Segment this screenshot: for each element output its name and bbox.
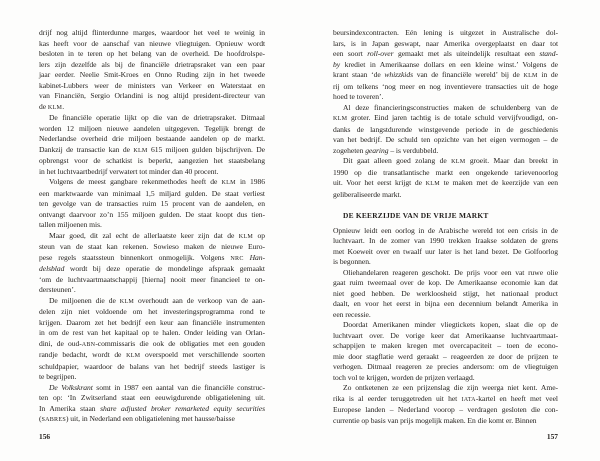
- text-line: KLM groter. Eind jaren tachtig is de totale schuld vervijfvoudigd, on-: [333, 113, 558, 122]
- paragraph: [333, 320, 558, 383]
- paragraph: [39, 177, 265, 231]
- text-line: ten gevolge van de transacties ruim 15 procent van de aandelen, en: [39, 199, 265, 208]
- smallcaps-text: KLM: [451, 159, 466, 165]
- italic-text: whizzkids: [384, 70, 414, 79]
- text-line: rij om telkens ‘nog meer en nog inventievere transacties uit de hoge: [333, 81, 558, 91]
- text-line: Maar goed, dit zal echt de allerlaatste keer zijn dat de KLM op: [49, 230, 266, 240]
- text-line: gaat ruim tweemaal over de kop. De Amerikaanse economie kan dat: [333, 278, 558, 287]
- text-line: een marktwaarde van minimaal 1,5 miljard gulden. De staat verliest: [39, 188, 265, 198]
- text-line: Oliehandelaren reageren geschokt. De prijs voor een vat ruwe olie: [343, 267, 558, 277]
- text-line: de KLM.: [39, 101, 65, 111]
- smallcaps-text: KLM: [333, 116, 348, 122]
- smallcaps-text: IATA: [461, 396, 476, 403]
- italic-text: by: [333, 59, 341, 69]
- smallcaps-text: ABN: [81, 341, 96, 348]
- text-line: 1990 op die transatlantische markt een ongekende tarievenoorlog: [333, 167, 558, 177]
- page-number-left: 156: [39, 432, 51, 441]
- text-line: een soort roll-over gemaakt met als uiteindelijk resultaat een stand-: [333, 49, 559, 58]
- text-line: lers zijn dezelfde als bij de financiële drietrapsraket van een paar: [39, 59, 265, 69]
- text-line: toch vol te krijgen, worden de prijzen verlaagd.: [333, 372, 475, 382]
- text-line: krant staan ‘de whizzkids van de financiële wereld’ bij de KLM in de: [333, 70, 558, 79]
- smallcaps-text: SABRES: [41, 417, 66, 423]
- text-line: Dit gaat alleen goed zolang de KLM groeit. Maar dan breekt in: [343, 156, 558, 165]
- smallcaps-text: KLM: [133, 147, 148, 154]
- text-line: De Volkskrant somt in 1987 een aantal van die financiële construc-: [49, 382, 265, 392]
- text-line: Opnieuw leidt een oorlog in de Arabische wereld tot een crisis in de: [333, 225, 558, 235]
- paragraph: [333, 28, 558, 103]
- text-line: steun van de staat kan rekenen. Sowieso maken de nieuwe Euro-: [39, 242, 265, 251]
- text-line: De miljoenen die de KLM overhoudt aan de verkoop van de aan-: [49, 295, 265, 305]
- text-line: te begrijpen.: [39, 372, 77, 381]
- text-line: mie door stagflatie werd geraakt – reageerden ze door de prijzen te: [333, 351, 558, 361]
- text-line: Al deze financieringsconstructies maken de schuldenberg van de: [343, 102, 558, 112]
- text-line: worden 12 miljoen nieuwe aandelen uitgegeven. Tegelijk brengt de: [39, 123, 265, 133]
- text-line: pese regels staatssteun binnenkort onmogelijk. Volgens NRC Han-: [39, 252, 265, 262]
- smallcaps-text: KLM: [221, 180, 236, 186]
- text-line: daalt, en voor het eerst in bijna een decennium belandt Amerika in: [333, 299, 558, 308]
- text-line: danks de langstdurende winstgevende periode in de geschiedenis: [333, 124, 558, 134]
- text-line: De financiële operatie lijkt op die van de drietrapsraket. Ditmaal: [49, 113, 265, 122]
- text-line: In Amerika staan share adjusted broker remarketed equity securities: [39, 403, 265, 413]
- text-line: een recessie.: [333, 309, 371, 319]
- text-line: drijf nog altijd flinterdunne marges, waardoor het veel te weinig in: [39, 28, 265, 37]
- paragraph: [39, 231, 265, 296]
- text-line: dersteunen’.: [39, 285, 76, 294]
- paragraph: [333, 268, 558, 321]
- section-heading: DE KEERZIJDE VAN DE VRIJE MARKT: [343, 211, 489, 220]
- page-left-text: [39, 28, 265, 426]
- text-line: schuldpapier, waardoor de balans van het bedrijf steeds lastiger is: [39, 361, 265, 371]
- text-line: ten op: ‘In Zwitserland staat een eeuwigdurende obligatielening uit.: [39, 393, 265, 402]
- text-line: rika is al eerder teruggetreden uit het IATA-kartel en heeft met veel: [333, 393, 558, 403]
- text-line: by krediet in Amerikaanse dollars en een kleine winst.’ Volgens de: [333, 59, 558, 69]
- paragraph: [333, 156, 558, 200]
- text-line: jaar eerder. Neelie Smit-Kroes en Onno Ruding zijn in het tweede: [39, 70, 265, 79]
- text-line: besloten in te teren op het belang van de overheid. De hoofdrolspe-: [39, 49, 265, 58]
- smallcaps-text: KLM: [238, 233, 254, 240]
- text-line: ontvangt daarvoor zo’n 155 miljoen gulden. De staat koopt dus tien-: [39, 209, 265, 219]
- text-line: dini, de oud-ABN-commissaris die ook de obligaties met een gouden: [39, 338, 265, 348]
- smallcaps-text: KLM: [523, 73, 538, 79]
- text-line: Europese landen – Nederland voorop – verdragen gesloten die con-: [333, 405, 558, 414]
- text-line: randje bedacht, wordt de KLM overspoeld met verschillende soorten: [39, 350, 265, 359]
- text-line: kas heeft voor de aanschaf van nieuwe vliegtuigen. Opnieuw wordt: [39, 38, 265, 48]
- text-line: luchtvaart over. De vorige keer dat Amerikaanse luchtvaartmaat-: [333, 330, 558, 340]
- text-line: krijgen. Daarom zet het bedrijf een keur aan financiële instrumenten: [39, 317, 265, 327]
- text-line: uit. Voor het eerst krijgt de KLM te maken met de keerzijde van een: [333, 178, 558, 187]
- italic-text: gearing: [365, 145, 389, 155]
- text-line: beursindexcontracten. Eén lening is uitgezet in Australische dol-: [333, 28, 558, 37]
- text-line: delen zijn niet voldoende om het investeringsprogramma rond te: [39, 307, 265, 316]
- text-line: schappijen te maken kregen met overcapaciteit – toen de econo-: [333, 341, 558, 350]
- text-line: van het bedrijf. De schuld ten opzichte van het eigen vermogen – de: [333, 135, 558, 144]
- text-line: hoed te toveren’.: [333, 92, 384, 101]
- paragraph: [39, 296, 265, 383]
- text-line: kabinet-Lubbers weer de ministers van Verkeer en Waterstaat en: [39, 80, 265, 90]
- italic-text: stand-: [539, 49, 559, 58]
- text-line: Zo ontketenen ze een prijzenslag die zijn weerga niet kent. Ame-: [343, 383, 558, 392]
- text-line: met Koeweit over en twaalf uur later is het land bezet. De Golfoorlog: [333, 246, 558, 256]
- text-line: Doordat Amerikanen minder vliegtickets kopen, slaat die op de: [343, 320, 558, 329]
- text-line: (SABRES) uit, in Nederland een obligatielening met hausse/baisse: [39, 414, 235, 423]
- text-line: verhogen. Ditmaal reageren ze precies andersom: om de vliegtuigen: [333, 362, 558, 371]
- text-line: van Financiën, Sergio Orlandini is nog altijd president-directeur van: [39, 91, 265, 100]
- text-line: Volgens de meest gangbare rekenmethodes heeft de KLM in 1986: [49, 177, 265, 186]
- paragraph: [333, 103, 558, 157]
- text-line: in om de rest van het kapitaal op te halen. Onder leiding van Orlan-: [39, 328, 265, 337]
- paragraph: [39, 383, 265, 426]
- paragraph: [333, 383, 558, 426]
- text-line: luchtvaart. In de zomer van 1990 trekken Iraakse soldaten de grens: [333, 236, 558, 245]
- text-line: Dankzij de transactie kan de KLM 615 miljoen gulden bijschrijven. De: [39, 144, 265, 154]
- text-line: delsblad wordt bij deze operatie de mondelinge afspraak gemaakt: [39, 264, 265, 273]
- italic-text: delsblad: [39, 264, 65, 273]
- paragraph: [333, 226, 558, 268]
- paragraph: [39, 113, 265, 177]
- text-line: opbrengst voor de schatkist is beperkt, aangezien het staatsbelang: [39, 156, 265, 165]
- text-line: zogeheten gearing – is verdubbeld.: [333, 145, 439, 155]
- paragraph: [39, 28, 265, 113]
- page-number-right: 157: [546, 432, 558, 441]
- text-line: niet goed hebben. De werkloosheid stijgt, het nationaal product: [333, 288, 558, 298]
- smallcaps-text: NRC: [230, 255, 244, 262]
- text-line: in het luchtvaartbedrijf verwatert tot minder dan 40 procent.: [39, 166, 219, 176]
- italic-text: Han-: [249, 252, 265, 262]
- text-line: is begonnen.: [333, 257, 371, 266]
- smallcaps-text: KLM: [119, 298, 135, 305]
- italic-text: De Volkskrant: [49, 382, 93, 392]
- italic-text: share adjusted broker remarketed equity securities: [100, 403, 265, 413]
- smallcaps-text: KLM: [47, 104, 63, 111]
- smallcaps-text: KLM: [126, 353, 141, 359]
- smallcaps-text: KLM: [425, 181, 440, 187]
- text-line: lars, is in Japan geswapt, naar Amerika overgeplaatst en daar tot: [333, 38, 558, 48]
- text-line: tallen miljoenen mis.: [39, 220, 102, 229]
- text-line: geliberaliseerde markt.: [333, 189, 402, 199]
- italic-text: roll-over: [367, 49, 394, 58]
- text-line: Nederlandse overheid drie miljoen bestaande aandelen op de markt.: [39, 134, 265, 143]
- text-line: ‘om de luchtvaartmaatschappij [hierna] nooit meer financieel te on-: [39, 274, 265, 284]
- page-right-text: [333, 28, 558, 426]
- text-line: currentie op basis van prijs mogelijk maken. En die komt er. Binnen: [333, 415, 537, 425]
